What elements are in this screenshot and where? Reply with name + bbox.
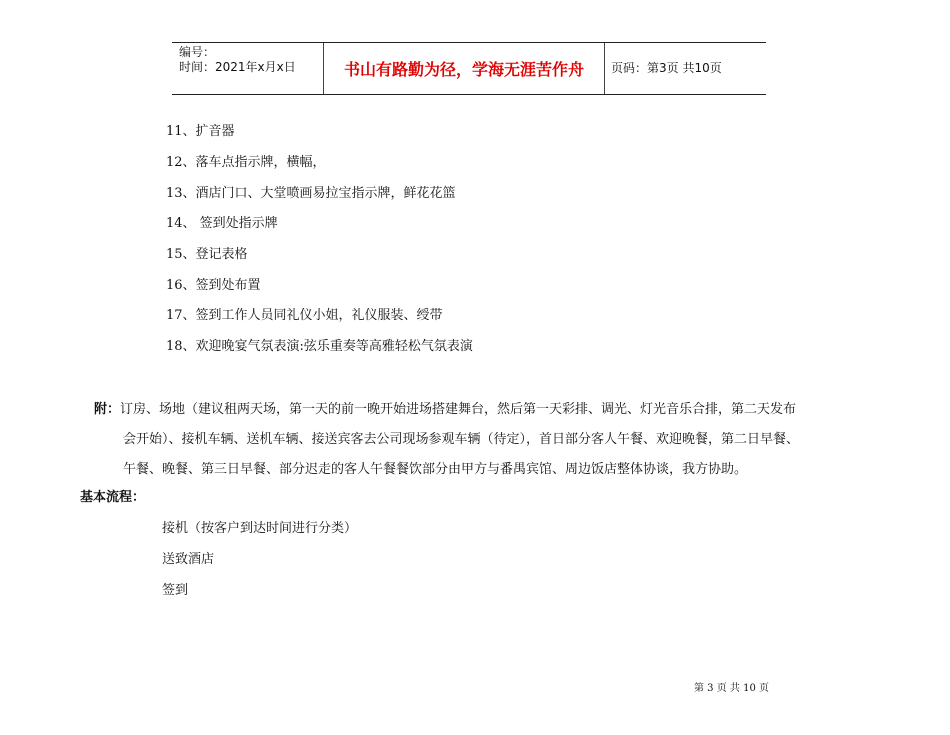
page-header xyxy=(172,42,766,95)
page-footer: 第 3 页 共 10 页 xyxy=(694,683,769,694)
flow-item: 签到 xyxy=(162,583,189,598)
list-item: 16、签到处布置 xyxy=(166,278,261,293)
flow-title: 基本流程： xyxy=(80,490,146,505)
flow-item: 送致酒店 xyxy=(162,552,215,567)
header-motto: 书山有路勤为径，学海无涯苦作舟 xyxy=(343,60,584,79)
document-number-label: 编号： xyxy=(179,45,216,59)
appendix-line-3: 午餐、晚餐、第三日早餐、部分迟走的客人午餐餐饮部分由甲方与番禺宾馆、周边饭店整体协谈，我方协助。 xyxy=(123,462,748,477)
appendix-line-1 xyxy=(94,395,894,425)
appendix-paragraph xyxy=(94,395,894,485)
list-item: 13、酒店门口、大堂喷画易拉宝指示牌，鲜花花篮 xyxy=(166,186,456,201)
appendix-label: 附： xyxy=(94,402,121,417)
list-item: 11、扩音器 xyxy=(166,124,235,139)
header-motto-cell xyxy=(324,43,605,94)
flow-item: 接机（按客户到达时间进行分类） xyxy=(162,521,358,536)
list-item: 15、登记表格 xyxy=(166,247,248,262)
header-page-number: 页码：第3页 共10页 xyxy=(611,61,722,75)
header-meta-cell xyxy=(172,43,324,94)
list-item: 12、落车点指示牌，横幅， xyxy=(166,155,326,170)
appendix-line-2: 会开始）、接机车辆、送机车辆、接送宾客去公司现场参观车辆（待定），首日部分客人午餐、欢迎晚餐，第二日早餐、 xyxy=(123,432,800,447)
list-item: 18、欢迎晚宴气氛表演:弦乐重奏等高雅轻松气氛表演 xyxy=(166,339,473,354)
document-time-label: 时间：2021年x月x日 xyxy=(179,60,296,74)
list-item: 14、 签到处指示牌 xyxy=(166,216,278,231)
appendix-text-1: 订房、场地（建议租两天场，第一天的前一晚开始进场搭建舞台，然后第一天彩排、调光、灯光音乐合排，第二天发布 xyxy=(120,402,797,417)
list-item: 17、签到工作人员同礼仪小姐，礼仪服装、绶带 xyxy=(166,308,443,323)
